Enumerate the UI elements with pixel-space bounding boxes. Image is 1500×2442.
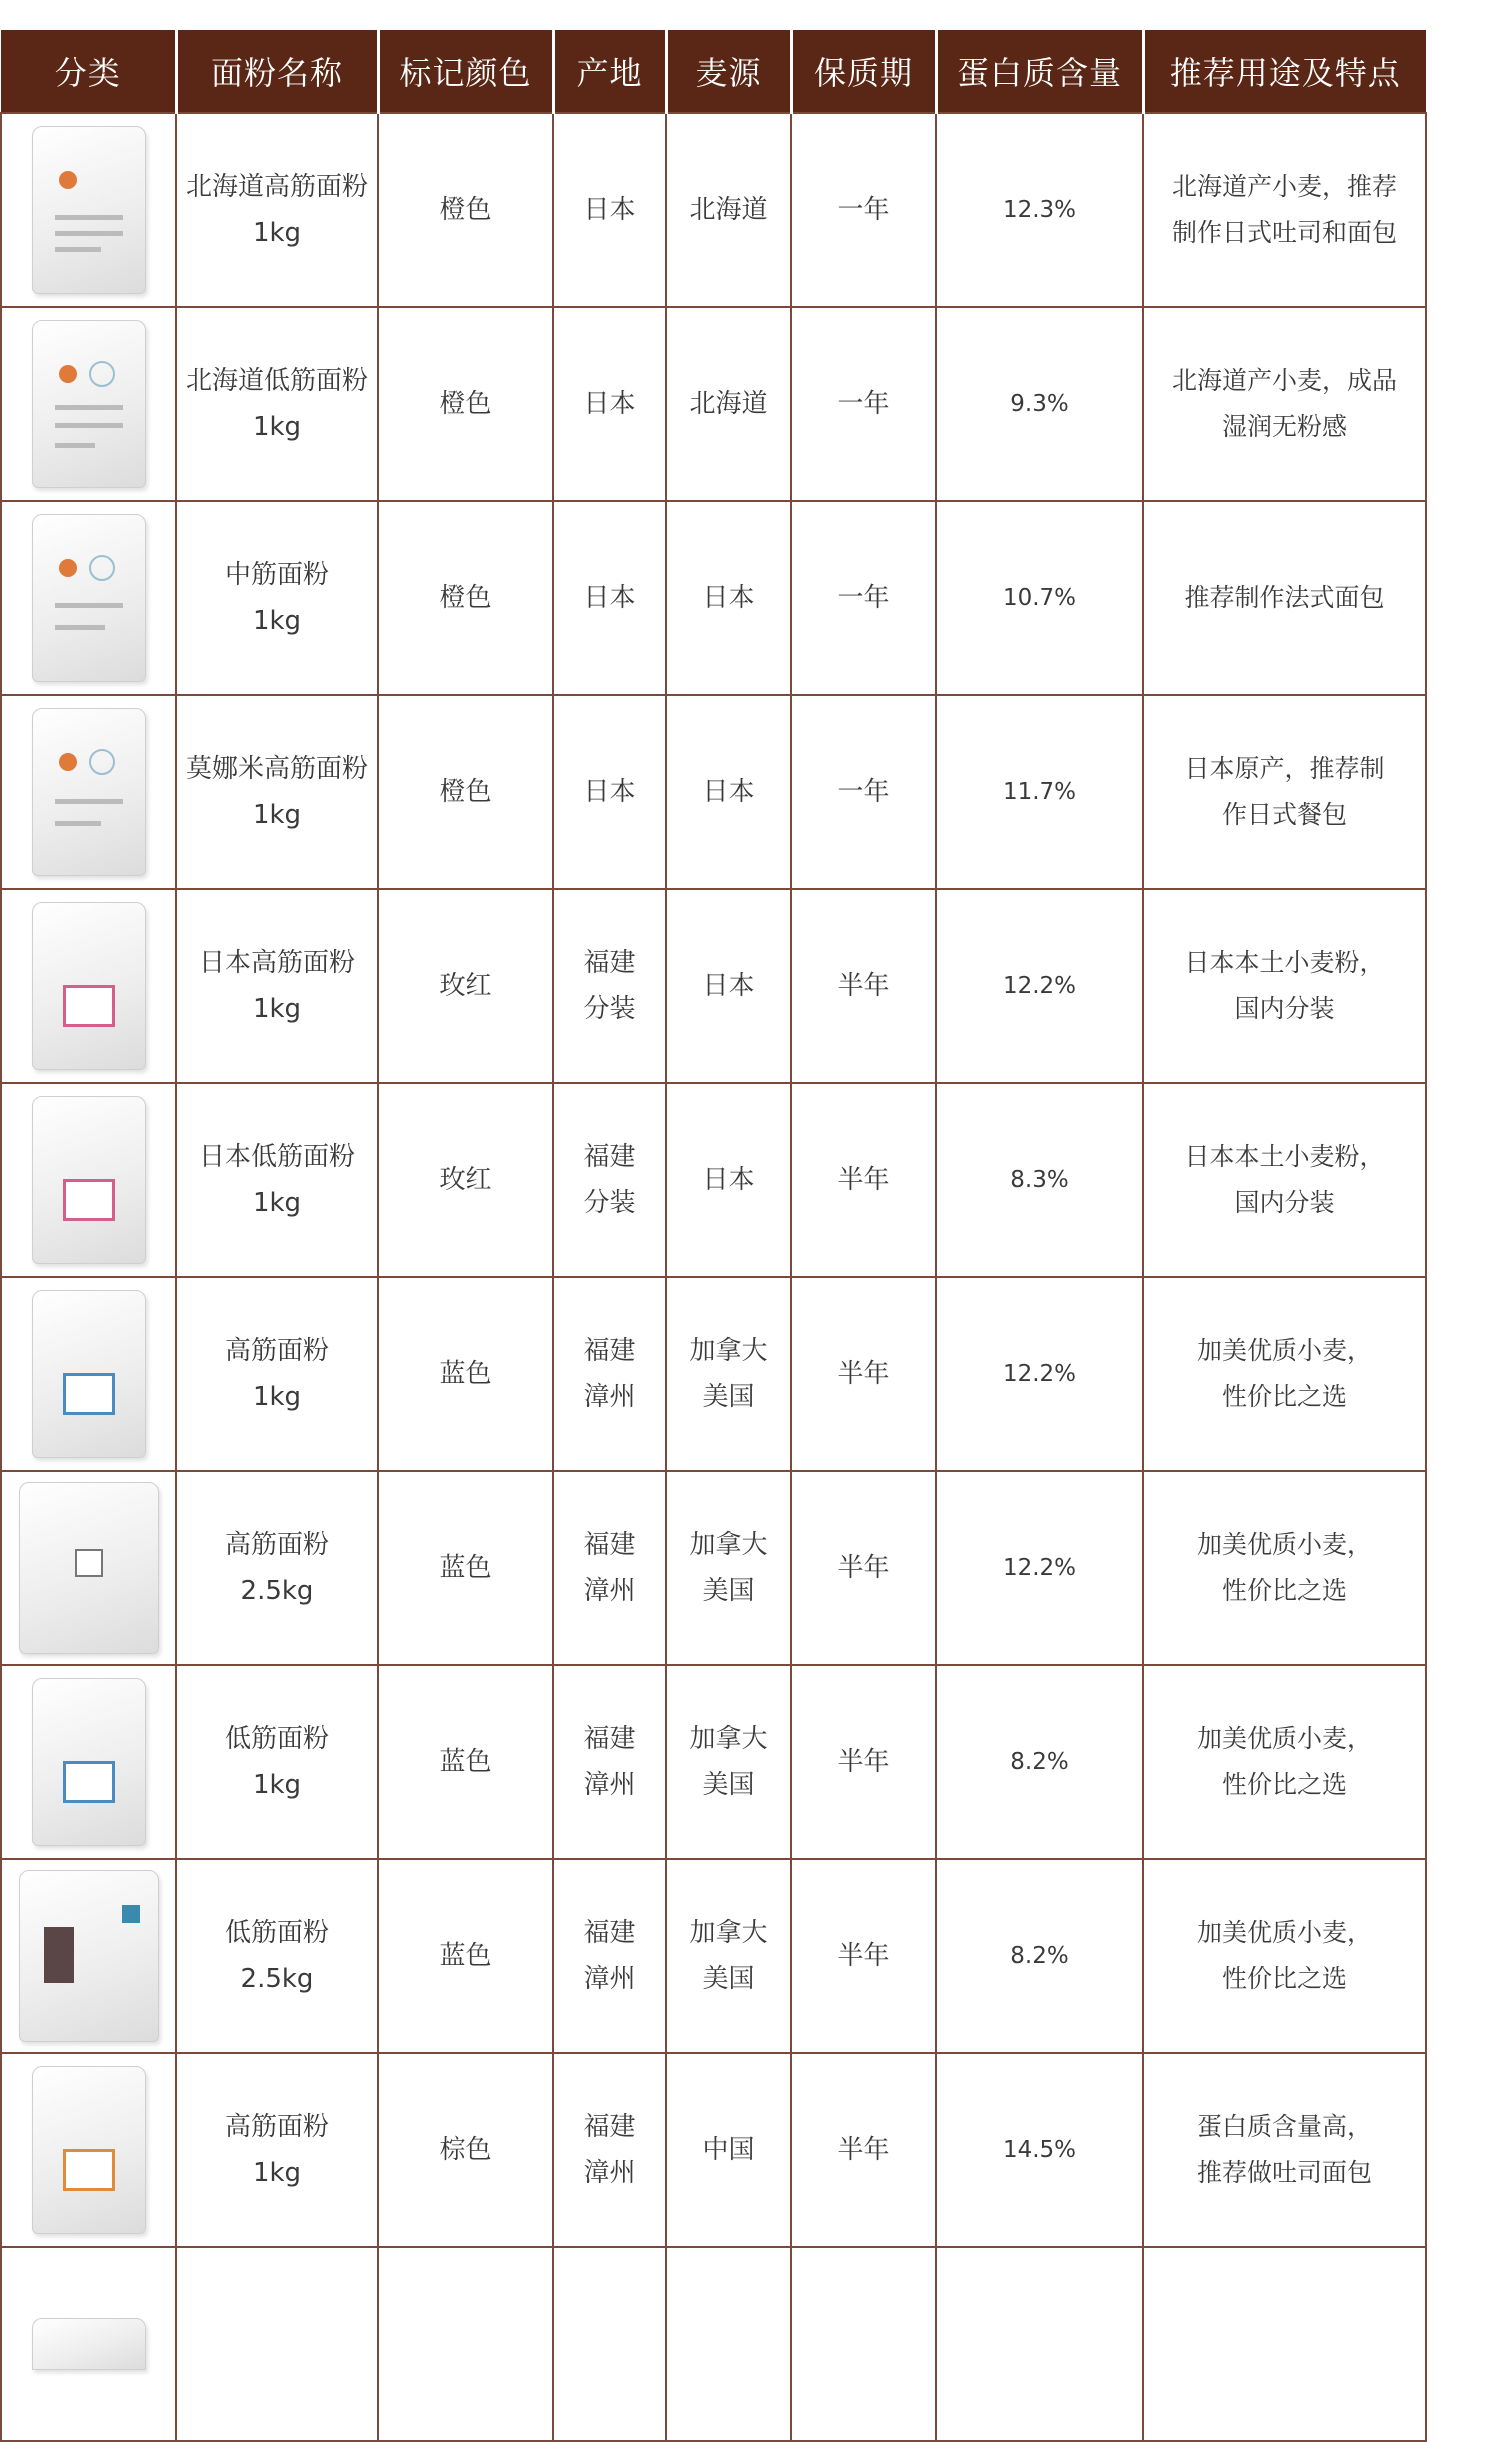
flour-name: 高筋面粉	[224, 1530, 329, 1560]
product-image-cell	[1, 2247, 176, 2441]
flour-bag-icon	[32, 2318, 146, 2370]
product-image-cell	[1, 1083, 176, 1277]
marker-color-cell: 橙色	[378, 501, 553, 695]
flour-name: 中筋面粉	[224, 560, 329, 590]
usage-line-1: 北海道产小麦，推荐	[1171, 172, 1397, 201]
product-image-cell	[1, 2053, 176, 2247]
empty-cell	[176, 2247, 378, 2441]
flour-name-cell	[176, 1471, 378, 1665]
origin-line-1: 福建	[583, 1918, 636, 1948]
header-protein: 蛋白质含量	[936, 30, 1143, 113]
wheat-source-cell	[666, 1859, 791, 2053]
protein-cell: 14.5%	[936, 2053, 1143, 2247]
usage-notes-cell	[1143, 1859, 1426, 2053]
flour-comparison-table	[0, 30, 1427, 2442]
protein-cell: 8.3%	[936, 1083, 1143, 1277]
table-row	[1, 695, 1426, 889]
flour-name: 莫娜米高筋面粉	[185, 754, 368, 784]
origin-line-1: 福建	[583, 1142, 636, 1172]
shelf-life-cell: 半年	[791, 1277, 936, 1471]
product-image-cell	[1, 1277, 176, 1471]
usage-line-1: 蛋白质含量高，	[1196, 2112, 1372, 2141]
flour-name-cell	[176, 1859, 378, 2053]
usage-line-1: 加美优质小麦，	[1196, 1530, 1372, 1559]
wheat-source-cell	[666, 2053, 791, 2247]
marker-color-cell: 蓝色	[378, 1859, 553, 2053]
table-row	[1, 1277, 1426, 1471]
flour-name: 日本高筋面粉	[198, 948, 355, 978]
usage-notes-cell	[1143, 307, 1426, 501]
protein-cell: 12.2%	[936, 1277, 1143, 1471]
table-row	[1, 1471, 1426, 1665]
usage-line-1: 北海道产小麦，成品	[1171, 366, 1397, 395]
flour-bag-icon	[32, 902, 146, 1070]
product-image-cell	[1, 1859, 176, 2053]
marker-color-cell: 橙色	[378, 307, 553, 501]
origin-line-1: 日本	[583, 583, 636, 613]
wheat-line-2: 美国	[702, 1382, 755, 1412]
flour-bag-icon	[32, 320, 146, 488]
usage-line-2: 性价比之选	[1221, 1382, 1347, 1411]
flour-name-cell	[176, 695, 378, 889]
origin-line-1: 日本	[583, 389, 636, 419]
header-usage-notes: 推荐用途及特点	[1143, 30, 1426, 113]
usage-notes-cell	[1143, 695, 1426, 889]
flour-bag-icon	[32, 708, 146, 876]
usage-line-2: 作日式餐包	[1221, 800, 1347, 829]
shelf-life-cell: 一年	[791, 695, 936, 889]
protein-cell: 12.3%	[936, 113, 1143, 307]
origin-line-1: 福建	[583, 1336, 636, 1366]
wheat-line-1: 中国	[702, 2135, 755, 2165]
wheat-line-1: 北海道	[689, 389, 768, 419]
usage-line-2: 性价比之选	[1221, 1964, 1347, 1993]
marker-color-cell: 玫红	[378, 1083, 553, 1277]
empty-cell	[1143, 2247, 1426, 2441]
origin-cell	[553, 889, 666, 1083]
table-row	[1, 113, 1426, 307]
shelf-life-cell: 半年	[791, 1471, 936, 1665]
usage-line-1: 加美优质小麦，	[1196, 1918, 1372, 1947]
empty-cell	[553, 2247, 666, 2441]
usage-notes-cell	[1143, 2053, 1426, 2247]
flour-weight: 1kg	[252, 412, 302, 442]
wheat-source-cell	[666, 695, 791, 889]
usage-notes-cell	[1143, 889, 1426, 1083]
empty-cell	[791, 2247, 936, 2441]
wheat-line-1: 日本	[702, 583, 755, 613]
wheat-line-2: 美国	[702, 1964, 755, 1994]
origin-line-2: 分装	[583, 1188, 636, 1218]
origin-line-1: 福建	[583, 948, 636, 978]
flour-name: 高筋面粉	[224, 1336, 329, 1366]
origin-line-1: 日本	[583, 195, 636, 225]
marker-color-cell: 玫红	[378, 889, 553, 1083]
flour-bag-icon	[19, 1870, 159, 2042]
usage-line-1: 加美优质小麦，	[1196, 1724, 1372, 1753]
table-header-row	[1, 30, 1426, 113]
wheat-line-1: 日本	[702, 971, 755, 1001]
header-flour-name: 面粉名称	[176, 30, 378, 113]
usage-line-2: 制作日式吐司和面包	[1171, 218, 1397, 247]
header-wheat-source: 麦源	[666, 30, 791, 113]
shelf-life-cell: 半年	[791, 2053, 936, 2247]
flour-name-cell	[176, 1665, 378, 1859]
flour-name: 高筋面粉	[224, 2112, 329, 2142]
header-category: 分类	[1, 30, 176, 113]
flour-name-cell	[176, 1277, 378, 1471]
usage-line-1: 加美优质小麦，	[1196, 1336, 1372, 1365]
table-row	[1, 1859, 1426, 2053]
flour-bag-icon	[19, 1482, 159, 1654]
usage-line-2: 国内分装	[1234, 994, 1335, 1023]
flour-weight: 1kg	[252, 994, 302, 1024]
usage-notes-cell	[1143, 1277, 1426, 1471]
wheat-source-cell	[666, 1083, 791, 1277]
shelf-life-cell: 半年	[791, 1083, 936, 1277]
flour-bag-icon	[32, 1290, 146, 1458]
shelf-life-cell: 一年	[791, 307, 936, 501]
empty-cell	[378, 2247, 553, 2441]
origin-line-2: 漳州	[583, 2158, 636, 2188]
table-row	[1, 307, 1426, 501]
product-image-cell	[1, 1665, 176, 1859]
protein-cell: 11.7%	[936, 695, 1143, 889]
flour-name: 日本低筋面粉	[198, 1142, 355, 1172]
origin-line-2: 漳州	[583, 1576, 636, 1606]
product-image-cell	[1, 113, 176, 307]
flour-name-cell	[176, 1083, 378, 1277]
shelf-life-cell: 半年	[791, 889, 936, 1083]
wheat-line-1: 加拿大	[689, 1918, 768, 1948]
usage-notes-cell	[1143, 1471, 1426, 1665]
origin-cell	[553, 2053, 666, 2247]
flour-weight: 1kg	[252, 1188, 302, 1218]
origin-line-1: 福建	[583, 1530, 636, 1560]
marker-color-cell: 橙色	[378, 113, 553, 307]
product-image-cell	[1, 1471, 176, 1665]
wheat-line-1: 加拿大	[689, 1530, 768, 1560]
usage-notes-cell	[1143, 113, 1426, 307]
marker-color-cell: 蓝色	[378, 1277, 553, 1471]
wheat-source-cell	[666, 501, 791, 695]
protein-cell: 9.3%	[936, 307, 1143, 501]
wheat-line-2: 美国	[702, 1576, 755, 1606]
usage-line-1: 日本原产，推荐制	[1184, 754, 1385, 783]
empty-cell	[936, 2247, 1143, 2441]
wheat-line-1: 日本	[702, 777, 755, 807]
flour-weight: 1kg	[252, 218, 302, 248]
wheat-line-1: 加拿大	[689, 1724, 768, 1754]
flour-name-cell	[176, 113, 378, 307]
table-body	[1, 113, 1426, 2441]
product-image-cell	[1, 307, 176, 501]
flour-name-cell	[176, 2053, 378, 2247]
origin-line-1: 福建	[583, 2112, 636, 2142]
flour-bag-icon	[32, 2066, 146, 2234]
wheat-source-cell	[666, 307, 791, 501]
marker-color-cell: 棕色	[378, 2053, 553, 2247]
flour-bag-icon	[32, 1678, 146, 1846]
shelf-life-cell: 半年	[791, 1859, 936, 2053]
protein-cell: 12.2%	[936, 889, 1143, 1083]
usage-line-2: 国内分装	[1234, 1188, 1335, 1217]
flour-weight: 2.5kg	[240, 1576, 314, 1606]
flour-name: 低筋面粉	[224, 1724, 329, 1754]
wheat-source-cell	[666, 1277, 791, 1471]
origin-cell	[553, 1859, 666, 2053]
wheat-line-1: 日本	[702, 1165, 755, 1195]
header-marker-color: 标记颜色	[378, 30, 553, 113]
flour-name: 低筋面粉	[224, 1918, 329, 1948]
table-row	[1, 2053, 1426, 2247]
origin-cell	[553, 1471, 666, 1665]
marker-color-cell: 蓝色	[378, 1471, 553, 1665]
wheat-line-2: 美国	[702, 1770, 755, 1800]
flour-name: 北海道低筋面粉	[185, 366, 368, 396]
origin-line-1: 日本	[583, 777, 636, 807]
origin-line-1: 福建	[583, 1724, 636, 1754]
header-origin: 产地	[553, 30, 666, 113]
flour-weight: 1kg	[252, 2158, 302, 2188]
wheat-source-cell	[666, 113, 791, 307]
origin-cell	[553, 1277, 666, 1471]
usage-line-1: 推荐制作法式面包	[1184, 583, 1385, 612]
shelf-life-cell: 半年	[791, 1665, 936, 1859]
flour-weight: 1kg	[252, 800, 302, 830]
usage-notes-cell	[1143, 1083, 1426, 1277]
usage-line-2: 推荐做吐司面包	[1196, 2158, 1372, 2187]
flour-weight: 1kg	[252, 1382, 302, 1412]
usage-line-2: 性价比之选	[1221, 1576, 1347, 1605]
usage-line-1: 日本本土小麦粉，	[1184, 1142, 1385, 1171]
table-row	[1, 1665, 1426, 1859]
flour-name-cell	[176, 307, 378, 501]
origin-cell	[553, 1083, 666, 1277]
header-shelf-life: 保质期	[791, 30, 936, 113]
flour-bag-icon	[32, 514, 146, 682]
protein-cell: 8.2%	[936, 1859, 1143, 2053]
protein-cell: 12.2%	[936, 1471, 1143, 1665]
marker-color-cell: 橙色	[378, 695, 553, 889]
wheat-line-1: 加拿大	[689, 1336, 768, 1366]
wheat-source-cell	[666, 1471, 791, 1665]
usage-line-2: 湿润无粉感	[1221, 412, 1347, 441]
product-image-cell	[1, 889, 176, 1083]
usage-notes-cell	[1143, 501, 1426, 695]
flour-name-cell	[176, 501, 378, 695]
wheat-line-1: 北海道	[689, 195, 768, 225]
origin-cell	[553, 307, 666, 501]
usage-notes-cell	[1143, 1665, 1426, 1859]
product-image-cell	[1, 695, 176, 889]
origin-line-2: 分装	[583, 994, 636, 1024]
empty-cell	[666, 2247, 791, 2441]
usage-line-1: 日本本土小麦粉，	[1184, 948, 1385, 977]
flour-weight: 2.5kg	[240, 1964, 314, 1994]
marker-color-cell: 蓝色	[378, 1665, 553, 1859]
wheat-source-cell	[666, 1665, 791, 1859]
flour-weight: 1kg	[252, 1770, 302, 1800]
origin-line-2: 漳州	[583, 1964, 636, 1994]
flour-bag-icon	[32, 1096, 146, 1264]
origin-cell	[553, 113, 666, 307]
shelf-life-cell: 一年	[791, 113, 936, 307]
table-row	[1, 501, 1426, 695]
product-image-cell	[1, 501, 176, 695]
origin-cell	[553, 501, 666, 695]
origin-cell	[553, 1665, 666, 1859]
table-row-partial	[1, 2247, 1426, 2441]
flour-name: 北海道高筋面粉	[185, 172, 368, 202]
flour-weight: 1kg	[252, 606, 302, 636]
flour-bag-icon	[32, 126, 146, 294]
origin-line-2: 漳州	[583, 1770, 636, 1800]
table-row	[1, 1083, 1426, 1277]
flour-name-cell	[176, 889, 378, 1083]
table-row	[1, 889, 1426, 1083]
protein-cell: 8.2%	[936, 1665, 1143, 1859]
wheat-source-cell	[666, 889, 791, 1083]
origin-line-2: 漳州	[583, 1382, 636, 1412]
origin-cell	[553, 695, 666, 889]
protein-cell: 10.7%	[936, 501, 1143, 695]
usage-line-2: 性价比之选	[1221, 1770, 1347, 1799]
shelf-life-cell: 一年	[791, 501, 936, 695]
